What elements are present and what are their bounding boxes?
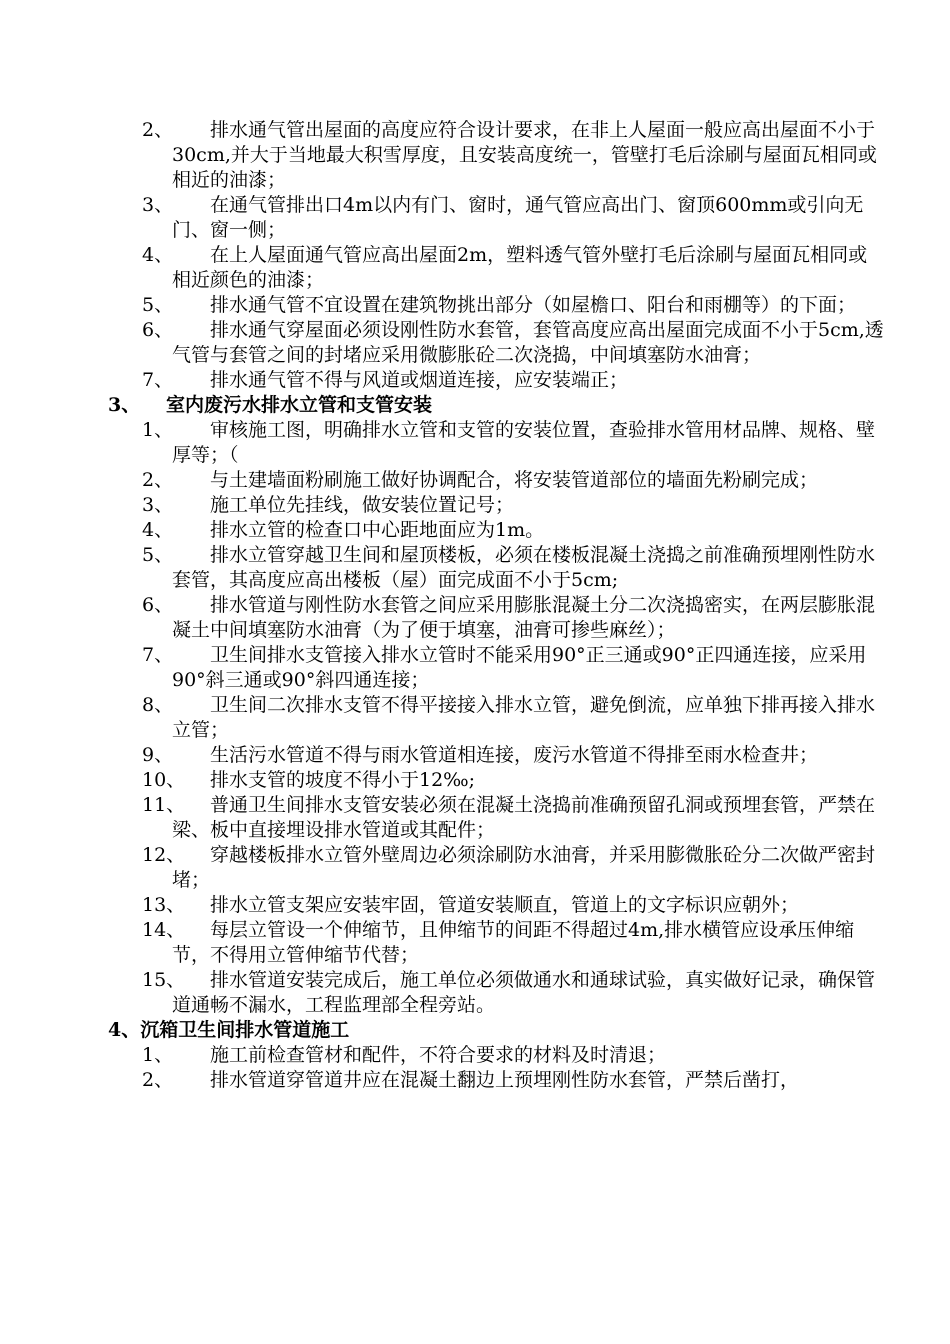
item-number: 2、	[142, 469, 174, 491]
list-item	[0, 1043, 950, 1068]
item-text: 每层立管设一个伸缩节，且伸缩节的间距不得超过4m,排水横管应设承压伸缩节，不得用立管伸缩节代替；	[172, 919, 855, 966]
item-text: 在上人屋面通气管应高出屋面2m，塑料透气管外壁打毛后涂刷与屋面瓦相同或相近颜色的油漆；	[172, 244, 868, 291]
item-text: 排水管道安装完成后，施工单位必须做通水和通球试验，真实做好记录，确保管道通畅不漏水，工程监理部全程旁站。	[172, 969, 876, 1016]
list-item	[0, 743, 950, 768]
list-item	[0, 368, 950, 393]
item-text: 普通卫生间排水支管安装必须在混凝土浇捣前准确预留孔洞或预埋套管，严禁在梁、板中直接埋设排水管道或其配件；	[172, 794, 876, 841]
list-item	[0, 468, 950, 493]
list-item	[0, 643, 950, 693]
list-item	[0, 918, 950, 968]
list-item	[0, 893, 950, 918]
item-number: 6、	[142, 594, 174, 616]
item-number: 9、	[142, 744, 174, 766]
item-number: 11、	[142, 794, 186, 816]
item-number: 7、	[142, 369, 174, 391]
list-item	[0, 518, 950, 543]
section-number: 3、	[108, 394, 141, 416]
list-item	[0, 543, 950, 593]
item-number: 8、	[142, 694, 174, 716]
item-number: 15、	[142, 969, 186, 991]
section-heading	[0, 1018, 950, 1043]
item-number: 3、	[142, 494, 174, 516]
item-number: 10、	[142, 769, 186, 791]
list-item	[0, 418, 950, 468]
item-number: 1、	[142, 1044, 174, 1066]
item-text: 在通气管排出口4m以内有门、窗时，通气管应高出门、窗顶600mm或引向无门、窗一侧；	[172, 194, 864, 241]
list-item	[0, 118, 950, 193]
list-item	[0, 193, 950, 243]
list-item	[0, 768, 950, 793]
list-item	[0, 293, 950, 318]
item-text: 排水立管的检查口中心距地面应为1m。	[210, 519, 545, 541]
section-title: 室内废污水排水立管和支管安装	[166, 394, 433, 416]
list-item	[0, 1068, 950, 1093]
item-text: 排水支管的坡度不得小于12‰;	[210, 769, 476, 791]
item-number: 1、	[142, 419, 174, 441]
item-text: 排水通气管不宜设置在建筑物挑出部分（如屋檐口、阳台和雨棚等）的下面；	[210, 294, 857, 316]
item-text: 施工单位先挂线，做安装位置记号；	[210, 494, 515, 516]
item-text: 生活污水管道不得与雨水管道相连接，废污水管道不得排至雨水检查井；	[210, 744, 819, 766]
item-text: 施工前检查管材和配件，不符合要求的材料及时清退；	[210, 1044, 667, 1066]
item-number: 6、	[142, 319, 174, 341]
item-text: 审核施工图，明确排水立管和支管的安装位置，查验排水管用材品牌、规格、壁厚等；（	[172, 419, 876, 466]
item-text: 排水立管穿越卫生间和屋顶楼板，必须在楼板混凝土浇捣之前准确预埋刚性防水套管，其高度应高出楼板（屋）面完成面不小于5cm;	[172, 544, 876, 591]
list-item	[0, 318, 950, 368]
list-item	[0, 968, 950, 1018]
item-text: 排水管道与刚性防水套管之间应采用膨胀混凝土分二次浇捣密实，在两层膨胀混凝土中间填塞防水油膏（为了便于填塞，油膏可掺些麻丝）；	[172, 594, 876, 641]
list-item	[0, 493, 950, 518]
item-text: 排水立管支架应安装牢固，管道安装顺直，管道上的文字标识应朝外；	[210, 894, 800, 916]
item-number: 2、	[142, 1069, 174, 1091]
item-text: 排水通气管出屋面的高度应符合设计要求，在非上人屋面一般应高出屋面不小于30cm,并大于当地最大积雪厚度，且安装高度统一，管壁打毛后涂刷与屋面瓦相同或相近的油漆；	[172, 119, 877, 191]
list-item	[0, 843, 950, 893]
document-body	[0, 118, 950, 1093]
item-number: 4、	[142, 244, 174, 266]
list-item	[0, 593, 950, 643]
item-text: 排水管道穿管道井应在混凝土翻边上预埋刚性防水套管，严禁后凿打，	[210, 1069, 800, 1091]
list-item	[0, 793, 950, 843]
item-number: 3、	[142, 194, 174, 216]
item-number: 13、	[142, 894, 186, 916]
item-text: 排水通气管不得与风道或烟道连接，应安装端正；	[210, 369, 629, 391]
item-number: 14、	[142, 919, 186, 941]
list-item	[0, 243, 950, 293]
section-heading	[0, 393, 950, 418]
item-number: 7、	[142, 644, 174, 666]
item-number: 2、	[142, 119, 174, 141]
item-text: 排水通气穿屋面必须设刚性防水套管，套管高度应高出屋面完成面不小于5cm,透气管与套管之间的封堵应采用微膨胀砼二次浇捣，中间填塞防水油膏；	[172, 319, 884, 366]
item-number: 12、	[142, 844, 186, 866]
item-number: 4、	[142, 519, 174, 541]
list-item	[0, 693, 950, 743]
item-text: 卫生间二次排水支管不得平接接入排水立管，避免倒流，应单独下排再接入排水立管；	[172, 694, 876, 741]
item-number: 5、	[142, 544, 174, 566]
item-text: 穿越楼板排水立管外壁周边必须涂刷防水油膏，并采用膨微胀砼分二次做严密封堵；	[172, 844, 876, 891]
item-text: 与土建墙面粉刷施工做好协调配合，将安装管道部位的墙面先粉刷完成；	[210, 469, 819, 491]
item-number: 5、	[142, 294, 174, 316]
item-text: 卫生间排水支管接入排水立管时不能采用90°正三通或90°正四通连接，应采用90°斜三通或90°斜四通连接；	[172, 644, 867, 691]
section-title: 4、沉箱卫生间排水管道施工	[108, 1019, 350, 1041]
